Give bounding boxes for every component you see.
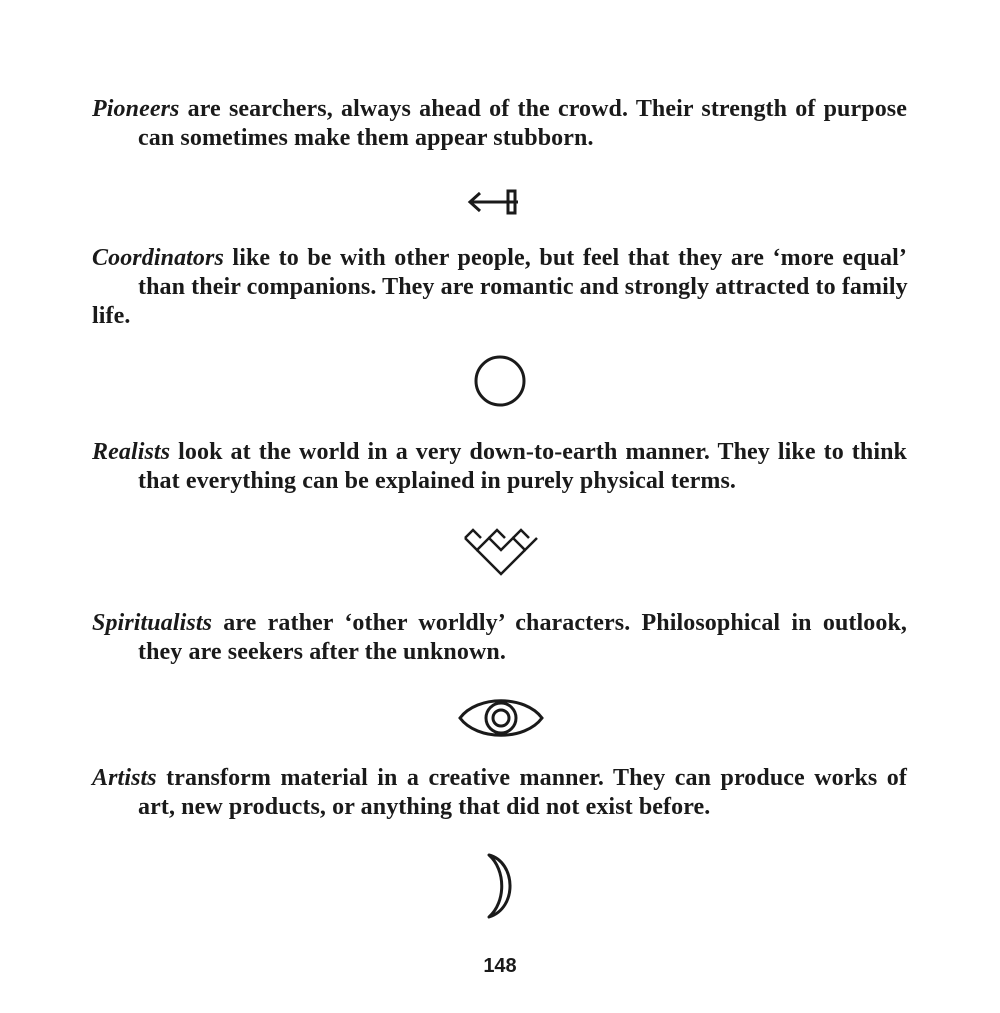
entry-last-line: life. bbox=[92, 303, 131, 329]
entry-text: transform material in a creative manner. They can produce works of bbox=[156, 765, 907, 791]
crescent-moon-icon bbox=[482, 852, 522, 920]
arrow-bar-sigil-icon bbox=[466, 188, 528, 216]
entry-text: are searchers, always ahead of the crowd. Their strength of purpose bbox=[179, 96, 907, 122]
zigzag-diamond-icon bbox=[462, 528, 540, 576]
entry-first-line bbox=[92, 95, 907, 124]
entry-continuation: art, new products, or anything that did not exist before. bbox=[138, 794, 711, 820]
page-number: 148 bbox=[483, 955, 517, 977]
entry-term: Coordinators bbox=[92, 245, 224, 271]
entry-continuation: can sometimes make them appear stubborn. bbox=[138, 125, 594, 151]
entry-text: are rather ‘other worldly’ characters. Philosophical in outlook, bbox=[212, 610, 907, 636]
entry-term: Pioneers bbox=[92, 96, 180, 122]
entry-text: look at the world in a very down-to-earth manner. They like to think bbox=[170, 439, 907, 465]
entry-first-line bbox=[92, 438, 907, 467]
entry-continuation: that everything can be explained in purely physical terms. bbox=[138, 468, 737, 494]
entry-artists bbox=[92, 764, 907, 822]
entry-term: Realists bbox=[92, 439, 171, 465]
entry-first-line bbox=[92, 609, 907, 638]
entry-continuation: they are seekers after the unknown. bbox=[138, 639, 506, 665]
entry-coordinators bbox=[92, 244, 907, 331]
circle-icon bbox=[472, 353, 528, 409]
entry-term: Spiritualists bbox=[92, 610, 213, 636]
entry-spiritualists bbox=[92, 609, 907, 667]
entry-text: like to be with other people, but feel that they are ‘more equal’ bbox=[223, 245, 907, 271]
entry-term: Artists bbox=[92, 765, 157, 791]
entry-pioneers bbox=[92, 95, 907, 153]
eye-icon bbox=[457, 693, 545, 743]
entry-first-line bbox=[92, 244, 907, 273]
entry-first-line bbox=[92, 764, 907, 793]
entry-continuation: than their companions. They are romantic and strongly attracted to family bbox=[138, 274, 908, 300]
entry-realists bbox=[92, 438, 907, 496]
